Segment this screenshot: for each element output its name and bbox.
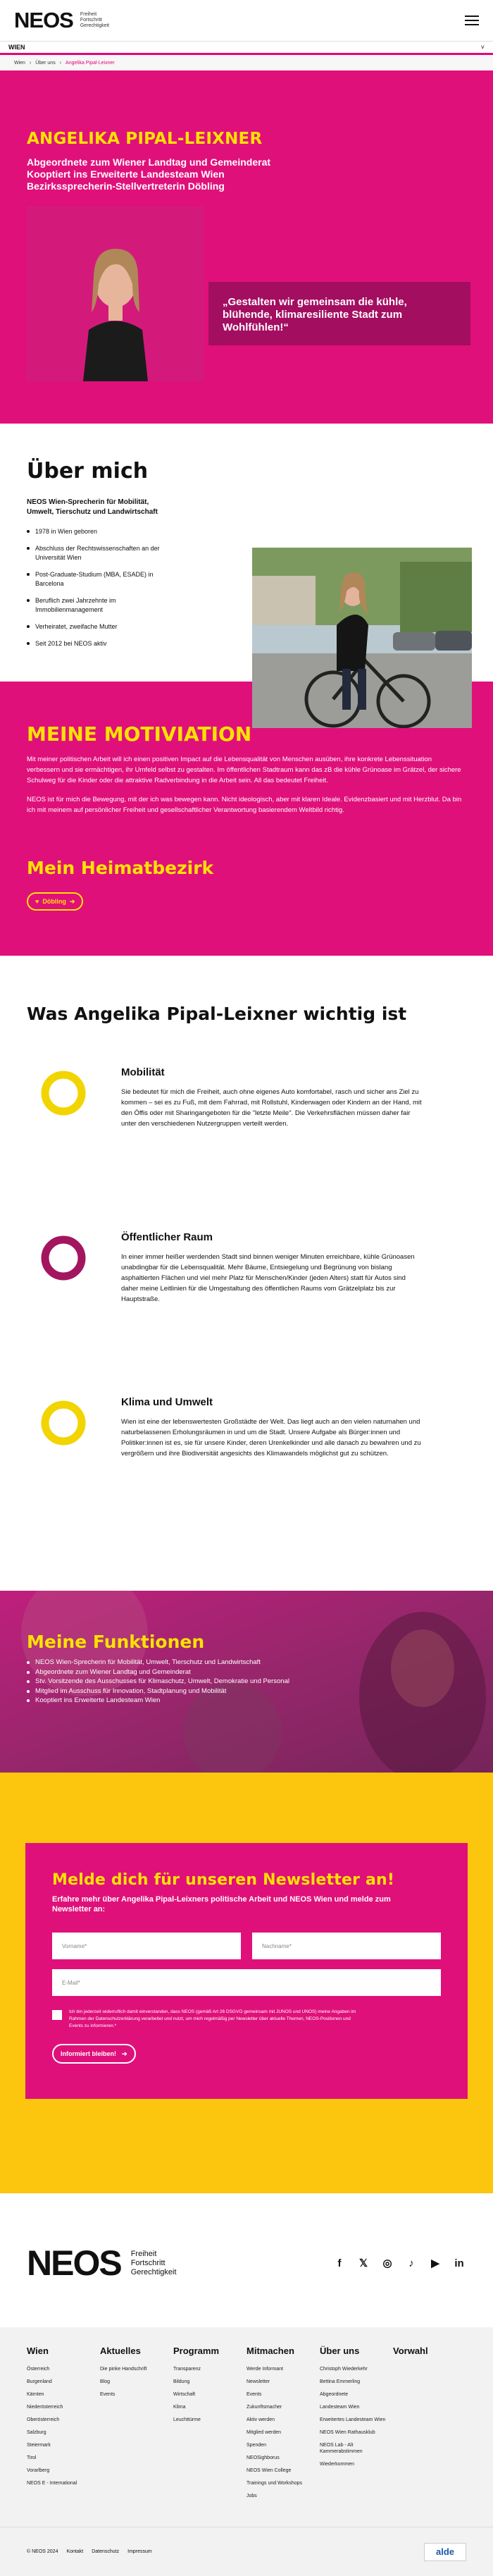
x-icon[interactable]: 𝕏	[358, 2257, 368, 2269]
footer-link-privacy[interactable]: Datenschutz	[92, 2549, 120, 2554]
footer-link[interactable]: NEOSighborus	[246, 2455, 280, 2460]
footer-link[interactable]: Burgenland	[27, 2379, 52, 2384]
consent-row	[52, 2009, 441, 2030]
footer-column	[393, 2346, 466, 2506]
footer-link[interactable]: Newsletter	[246, 2379, 270, 2384]
footer-link[interactable]: NEOS Wien College	[246, 2468, 292, 2473]
topic-item	[27, 1231, 466, 1354]
alde-logo[interactable]: alde	[424, 2543, 466, 2561]
newsletter-card	[25, 1843, 468, 2099]
footer-tagline	[131, 2250, 177, 2277]
consent-checkbox[interactable]	[52, 2010, 62, 2020]
last-name-input[interactable]: Nachname*	[252, 1933, 441, 1959]
topic-title: Klima und Umwelt	[121, 1396, 213, 1408]
list-item: Post-Graduate-Studium (MBA, ESADE) in Barcelona	[27, 570, 182, 588]
region-label: WIEN	[8, 44, 25, 51]
breadcrumb-item[interactable]: Über uns	[35, 60, 56, 66]
chevron-down-icon: ˅	[480, 44, 485, 51]
district-button[interactable]	[27, 892, 83, 911]
copyright: © NEOS 2024	[27, 2549, 58, 2554]
region-bar[interactable]	[0, 41, 493, 55]
hero-roles	[27, 156, 466, 192]
footer-link[interactable]: NEOS E - International	[27, 2481, 77, 2486]
footer-column-title[interactable]: Mitmachen	[246, 2346, 294, 2356]
newsletter-subtitle: Erfahre mehr über Angelika Pipal-Leixners politische Arbeit und NEOS Wien und melde zum Newsletter an:	[52, 1895, 391, 1913]
footer-link[interactable]: Niederösterreich	[27, 2405, 63, 2410]
email-input[interactable]: E-Mail*	[52, 1969, 441, 1996]
arrow-right-icon: ➔	[122, 2050, 127, 2057]
footer-link[interactable]: Wiederkommen	[320, 2462, 355, 2467]
footer-column-title[interactable]: Aktuelles	[100, 2346, 141, 2356]
footer-link[interactable]: Tirol	[27, 2455, 37, 2460]
footer-head	[0, 2193, 493, 2292]
tagline-line: Fortschritt	[80, 18, 102, 23]
list-item: NEOS Wien-Sprecherin für Mobilität, Umwelt, Tierschutz und Landwirtschaft	[27, 1658, 289, 1668]
functions-content	[27, 1632, 289, 1706]
breadcrumb-item[interactable]: Wien	[14, 60, 25, 66]
list-item: 1978 in Wien geboren	[27, 527, 182, 536]
district-title: Mein Heimatbezirk	[27, 858, 214, 878]
footer-link[interactable]: Bettina Emmerling	[320, 2379, 361, 2384]
footer-link[interactable]: Aktiv werden	[246, 2417, 275, 2422]
footer-link[interactable]: Bildung	[173, 2379, 190, 2384]
footer-column-title[interactable]: Über uns	[320, 2346, 360, 2356]
footer-column-title[interactable]: Wien	[27, 2346, 49, 2356]
footer-link-imprint[interactable]: Impressum	[127, 2549, 152, 2554]
footer-links	[0, 2327, 493, 2527]
footer-link[interactable]: Trainings und Workshops	[246, 2481, 302, 2486]
footer-link[interactable]: Steiermark	[27, 2443, 51, 2448]
list-item: Verheiratet, zweifache Mutter	[27, 622, 182, 631]
logo-tagline	[80, 12, 109, 29]
footer-link[interactable]: Salzburg	[27, 2430, 46, 2435]
subscribe-label: Informiert bleiben!	[61, 2050, 117, 2057]
list-item: Kooptiert ins Erweiterte Landesteam Wien	[27, 1696, 289, 1706]
footer-link[interactable]: Werde Informant	[246, 2367, 284, 2372]
footer-column	[173, 2346, 246, 2506]
footer-link-contact[interactable]: Kontakt	[66, 2549, 84, 2554]
topics-section	[0, 956, 493, 1533]
newsletter-section	[0, 1773, 493, 2193]
list-item: Abschluss der Rechtswissenschaften an der Universität Wien	[27, 544, 182, 562]
breadcrumb	[0, 55, 493, 70]
site-footer	[0, 2193, 493, 2576]
topic-circle-icon	[41, 1071, 86, 1116]
footer-link[interactable]: Kärnten	[27, 2392, 44, 2397]
footer-link[interactable]: NEOS Lab - Alt Kammerabstimmen	[320, 2443, 363, 2454]
footer-logo[interactable]: NEOS	[27, 2243, 121, 2283]
list-item: Mitglied im Ausschuss für Innovation, Stadtplanung und Mobilität	[27, 1687, 289, 1696]
topic-text: In einer immer heißer werdenden Stadt sind binnen weniger Minuten erreichbare, kühle Grünoasen unabdingbar für die Lebensqualität. Mehr Bäume, Entsiegelung und Begrünung von bislang asphaltierten Flächen und viel mehr Platz für Menschen/Kinder (jeden Alters) statt für Autos sind daher meine Leitlinien für die Umgestaltung des öffentlichen Raums vom Grätzelplatz bis zur Hauptstraße.	[121, 1253, 415, 1303]
name-row	[52, 1933, 441, 1959]
footer-link[interactable]: Blog	[100, 2379, 111, 2384]
footer-link[interactable]: Klima	[173, 2405, 186, 2410]
about-lead: NEOS Wien-Sprecherin für Mobilität, Umwelt, Tierschutz und Landwirtschaft	[27, 498, 158, 516]
portrait-photo	[27, 207, 204, 381]
footer-link[interactable]: Wirtschaft	[173, 2392, 196, 2397]
footer-column	[246, 2346, 320, 2506]
hero-section	[0, 70, 493, 424]
footer-link[interactable]: Abgeordnete	[320, 2392, 349, 2397]
footer-link[interactable]: Jobs	[246, 2494, 257, 2498]
tagline-line: Fortschritt	[130, 2258, 166, 2267]
footer-link[interactable]: Events	[100, 2392, 116, 2397]
footer-column	[320, 2346, 393, 2506]
motivation-text: Mit meiner politischen Arbeit will ich einen positiven Impact auf die Lebensqualität von Menschen ausüben, ihre konkrete Lebenssituation verbessern und sie ermächtigen, ihr Umfeld selbst zu gestalten. Im öffentlichen Stadtraum kann das zB die kühle Grünoase im Grätzel, der sichere Schulweg für die Kinder oder die attraktive Radverbindung in die Arbeit sein. All das bedeutet Freiheit.	[27, 756, 461, 784]
footer-link[interactable]: Oberösterreich	[27, 2417, 60, 2422]
about-list	[27, 527, 182, 648]
site-header	[0, 0, 493, 41]
list-item: Stv. Vorsitzende des Ausschusses für Klimaschutz, Umwelt, Demokratie und Personal	[27, 1677, 289, 1687]
youtube-icon[interactable]: ▶	[431, 2257, 439, 2269]
arrow-right-icon: ➔	[69, 897, 75, 905]
bike-photo	[252, 548, 472, 728]
topic-item	[27, 1066, 466, 1189]
page-title: ANGELIKA PIPAL-LEIXNER	[27, 130, 263, 148]
footer-link[interactable]: Transparenz	[173, 2367, 201, 2372]
footer-bottom	[0, 2527, 493, 2576]
hero-quote: „Gestalten wir gemeinsam die kühle, blühende, klimaresiliente Stadt zum Wohlfühlen!“	[208, 282, 470, 345]
instagram-icon[interactable]: ◎	[382, 2257, 392, 2269]
footer-link[interactable]: Die pinke Handschrift	[100, 2367, 147, 2372]
footer-column-title[interactable]: Programm	[173, 2346, 220, 2356]
footer-link[interactable]: Erweitertes Landesteam Wien	[320, 2417, 386, 2422]
facebook-icon[interactable]: f	[337, 2257, 342, 2269]
consent-text: Ich bin jederzeit widerruflich damit einverstanden, dass NEOS (gemäß Art 26 DSGVO gemeinsam mit JUNOS und UNOS) meine Angaben im Rahmen der Datenschutzerklärung verarbeitet und nutzt, um mich regelmäßig per Newsletter über aktuelle Themen, NEOS-Positionen und Events zu informieren.*	[69, 2009, 356, 2028]
topic-title: Öffentlicher Raum	[121, 1231, 213, 1243]
footer-link[interactable]: NEOS Wien Rathausklub	[320, 2430, 375, 2435]
motivation-title: MEINE MOTIVIATION	[27, 722, 252, 746]
tagline-line: Freiheit	[80, 12, 97, 17]
about-title: Über mich	[27, 459, 149, 483]
functions-list	[27, 1658, 289, 1706]
footer-link[interactable]: Leuchttürme	[173, 2417, 201, 2422]
first-name-input[interactable]: Vorname*	[52, 1933, 241, 1959]
list-item: Abgeordnete zum Wiener Landtag und Gemeinderat	[27, 1668, 289, 1677]
about-section	[0, 424, 493, 682]
breadcrumb-current: Angelika Pipal-Leixner	[65, 60, 115, 66]
role-line: Abgeordnete zum Wiener Landtag und Gemeinderat	[27, 156, 271, 168]
tagline-line: Gerechtigkeit	[80, 23, 110, 28]
topic-text: Wien ist eine der lebenswertesten Großstädte der Welt. Das liegt auch an den vielen naturnahen und naturbelassenen Erholungsräumen in und um die Stadt. Unsere Aufgabe als Bürger:innen und Politiker:innen ist es, sie für unsere Kinder, deren Urenkelkinder und alle danach zu bewahren und zu vergrößern und ihre Biodiversität angesichts des Klimawandels möglichst gut zu schützen.	[121, 1418, 421, 1458]
topic-item	[27, 1396, 466, 1519]
footer-link[interactable]: Mitglied werden	[246, 2430, 282, 2435]
topic-title: Mobilität	[121, 1066, 165, 1078]
footer-column	[100, 2346, 173, 2506]
footer-link[interactable]: Spenden	[246, 2443, 267, 2448]
neos-logo[interactable]: NEOS	[14, 8, 73, 32]
topic-body	[121, 1396, 423, 1519]
linkedin-icon[interactable]: in	[454, 2257, 464, 2269]
tagline-line: Freiheit	[130, 2249, 157, 2258]
topic-text: Sie bedeutet für mich die Freiheit, auch ohne eigenes Auto komfortabel, rasch und sicher ans Ziel zu kommen – sei es zu Fuß, mit dem Fahrrad, mit Rollstuhl, Kinderwagen oder Kindern an der Hand, mit den Öffis oder mit Sharingangeboten für die "letzte Meile". Die Verkehrsflächen müssen daher fair unter den verschiedenen Nutzergruppen verteilt werden.	[121, 1088, 422, 1128]
topic-circle-icon	[41, 1235, 86, 1281]
role-line: Kooptiert ins Erweiterte Landesteam Wien	[27, 168, 225, 180]
list-item: Beruflich zwei Jahrzehnte im Immobilienmanagement	[27, 596, 182, 615]
topics-title: Was Angelika Pipal-Leixner wichtig ist	[27, 1004, 407, 1024]
breadcrumb-sep: ›	[29, 60, 32, 66]
district-label: Döbling	[42, 898, 66, 905]
tagline-line: Gerechtigkeit	[130, 2267, 177, 2276]
footer-link[interactable]: Christoph Wiederkehr	[320, 2367, 368, 2372]
menu-icon[interactable]	[465, 16, 479, 25]
footer-column	[27, 2346, 100, 2506]
footer-link[interactable]: Vorarlberg	[27, 2468, 50, 2473]
heart-icon: ♥	[35, 898, 39, 905]
functions-title: Meine Funktionen	[27, 1632, 205, 1652]
social-links	[332, 2256, 466, 2270]
footer-link[interactable]: Landesteam Wien	[320, 2405, 360, 2410]
footer-link[interactable]: Events	[246, 2392, 262, 2397]
newsletter-title: Melde dich für unseren Newsletter an!	[52, 1871, 395, 1889]
breadcrumb-sep: ›	[59, 60, 62, 66]
topic-body	[121, 1066, 423, 1189]
motivation-text: NEOS ist für mich die Bewegung, mit der ich was bewegen kann. Nicht ideologisch, aber mit klaren Ideale. Evidenzbasiert und mit Herzblut. Da bin ich mit meinem auf persönlicher Freiheit und gesellschaftlicher Verantwortung basierendem Weltbild richtig.	[27, 796, 462, 814]
footer-link[interactable]: Österreich	[27, 2367, 50, 2372]
subscribe-button[interactable]	[52, 2044, 136, 2064]
topic-circle-icon	[41, 1400, 86, 1446]
list-item: Seit 2012 bei NEOS aktiv	[27, 639, 182, 648]
functions-section	[0, 1591, 493, 1773]
footer-link[interactable]: Zukunftsmacher	[246, 2405, 282, 2410]
tiktok-icon[interactable]: ♪	[408, 2257, 414, 2269]
footer-column-title[interactable]: Vorwahl	[393, 2346, 428, 2356]
role-line: Bezirkssprecherin-Stellvertreterin Döbling	[27, 180, 225, 192]
topic-body	[121, 1231, 423, 1354]
